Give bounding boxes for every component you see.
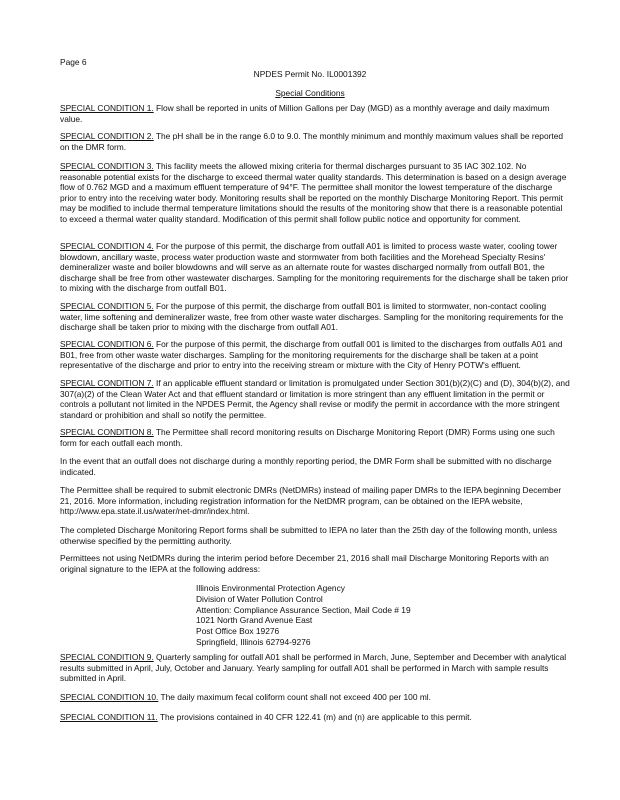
address-line: Attention: Compliance Assurance Section, Mail Code # 19 — [196, 604, 411, 615]
address-line: 1021 North Grand Avenue East — [196, 615, 313, 626]
condition-label: SPECIAL CONDITION 1. — [60, 103, 154, 113]
condition-text: Flow shall be reported in units of Million Gallons per Day (MGD) as a monthly average and daily maximum value. — [60, 103, 550, 124]
address-line: Division of Water Pollution Control — [196, 593, 323, 604]
address-line: Illinois Environmental Protection Agency — [196, 583, 345, 593]
condition-text: For the purpose of this permit, the discharge from outfall A01 is limited to process waste water, cooling tower blowdown, ancillary waste, process water production waste and stormwater from both facilities and the Morehead Specialty Resins' demineralizer waste and boiler blowdowns and will serve as an alternate route for wastes discharged normally from outfall B01, the discharge shall be free from other wastewater discharges. Sampling for the monitoring requirements for the discharge shall be taken prior to mixing with the discharge from outfall B01. — [60, 241, 569, 294]
address-line: Post Office Box 19276 — [196, 626, 280, 637]
special-condition-8 — [60, 427, 570, 448]
address-line: Springfield, Illinois 62794-9276 — [196, 636, 311, 647]
special-condition-11 — [60, 712, 570, 723]
permit-title: NPDES Permit No. IL0001392 — [253, 69, 367, 79]
condition-text: The daily maximum fecal coliform count shall not exceed 400 per 100 ml. — [158, 692, 431, 702]
condition-text: For the purpose of this permit, the discharge from outfall B01 is limited to stormwater, non-contact cooling water, lime softening and demineralizer waste, free from other waste water discharges. Sampling for the monitoring requirements for the discharge shall be taken prior to mixing with the discharge from outfall A01. — [60, 301, 564, 333]
condition-label: SPECIAL CONDITION 9. — [60, 652, 154, 662]
condition-label: SPECIAL CONDITION 5. — [60, 301, 154, 311]
page-number: Page 6 — [60, 57, 87, 67]
condition-text: Quarterly sampling for outfall A01 shall be performed in March, June, September and December with analytical results submitted in April, July, October and January. Yearly sampling for outfall A01 shall be performed in March with sample results submitted in April. — [60, 652, 567, 684]
paragraph-submission-deadline: The completed Discharge Monitoring Report forms shall be submitted to IEPA no later than the 25th day of the following month, unless otherwise specified by the permitting authority. — [60, 525, 558, 546]
condition-text: If an applicable effluent standard or limitation is promulgated under Section 301(b)(2)(C) and (D), 304(b)(2), and 307(a)(2) of the Clean Water Act and that effluent standard or limitation is more stringent than any effluent limitation in the permit or controls a pollutant not limited in the NPDES Permit, the Agency shall revise or modify the permit in accordance with the more stringent standard or prohibition and shall so notify the permittee. — [60, 378, 570, 420]
special-condition-5 — [60, 301, 570, 333]
condition-text: For the purpose of this permit, the discharge from outfall 001 is limited to the discharges from outfalls A01 and B01, free from other waste water discharges. Sampling for the monitoring requirements for the discharge shall be taken at a point representative of the discharge and prior to entry into the receiving stream or mixture with the City of Henry POTW's effluent. — [60, 339, 563, 371]
special-condition-3 — [60, 161, 570, 225]
paragraph-netdmr: The Permittee shall be required to submit electronic DMRs (NetDMRs) instead of mailing paper DMRs to the IEPA beginning December 21, 2016. More information, including registration information for the NetDMR program, can be obtained on the IEPA website, http://www.epa.state.il.us/water/net-dmr/index.html. — [60, 485, 562, 517]
condition-label: SPECIAL CONDITION 11. — [60, 712, 158, 722]
mailing-address — [196, 583, 496, 648]
special-condition-10 — [60, 692, 570, 703]
condition-label: SPECIAL CONDITION 4. — [60, 241, 154, 251]
condition-label: SPECIAL CONDITION 10. — [60, 692, 159, 702]
special-condition-1 — [60, 103, 570, 124]
special-condition-9 — [60, 652, 570, 684]
condition-label: SPECIAL CONDITION 3. — [60, 161, 154, 171]
section-title: Special Conditions — [275, 88, 345, 98]
special-condition-2 — [60, 131, 570, 152]
paragraph-no-discharge: In the event that an outfall does not discharge during a monthly reporting period, the DMR Form shall be submitted with no discharge indicated. — [60, 456, 552, 477]
condition-text: The provisions contained in 40 CFR 122.41 (m) and (n) are applicable to this permit. — [157, 712, 472, 722]
special-condition-4 — [60, 241, 570, 294]
condition-label: SPECIAL CONDITION 6. — [60, 339, 154, 349]
condition-text: The pH shall be in the range 6.0 to 9.0. The monthly minimum and monthly maximum values shall be reported on the DMR form. — [60, 131, 564, 152]
condition-text: The Permittee shall record monitoring results on Discharge Monitoring Report (DMR) Forms using one such form for each outfall each month. — [60, 427, 555, 448]
condition-label: SPECIAL CONDITION 8. — [60, 427, 154, 437]
condition-label: SPECIAL CONDITION 7. — [60, 378, 154, 388]
special-condition-7 — [60, 378, 570, 420]
condition-label: SPECIAL CONDITION 2. — [60, 131, 154, 141]
paragraph-mail-instructions: Permittees not using NetDMRs during the interim period before December 21, 2016 shall mail Discharge Monitoring Reports with an original signature to the IEPA at the following address: — [60, 553, 549, 574]
condition-text: This facility meets the allowed mixing criteria for thermal discharges pursuant to 35 IAC 302.102. No reasonable potential exists for the discharge to exceed thermal water quality standards. This determination is based on a design average flow of 0.762 MGD and a maximum effluent temperature of 94°F. The permittee shall monitor the lowest temperature of the discharge prior to entry into the receiving water body. Monitoring results shall be reported on the monthly Discharge Monitoring Report. This permit may be modified to include thermal temperature limitations should the results of the monitoring show that there is a reasonable potential to exceed a thermal water quality standard. Modification of this permit shall follow public notice and opportunity for comment. — [60, 161, 567, 224]
special-condition-6 — [60, 339, 570, 371]
